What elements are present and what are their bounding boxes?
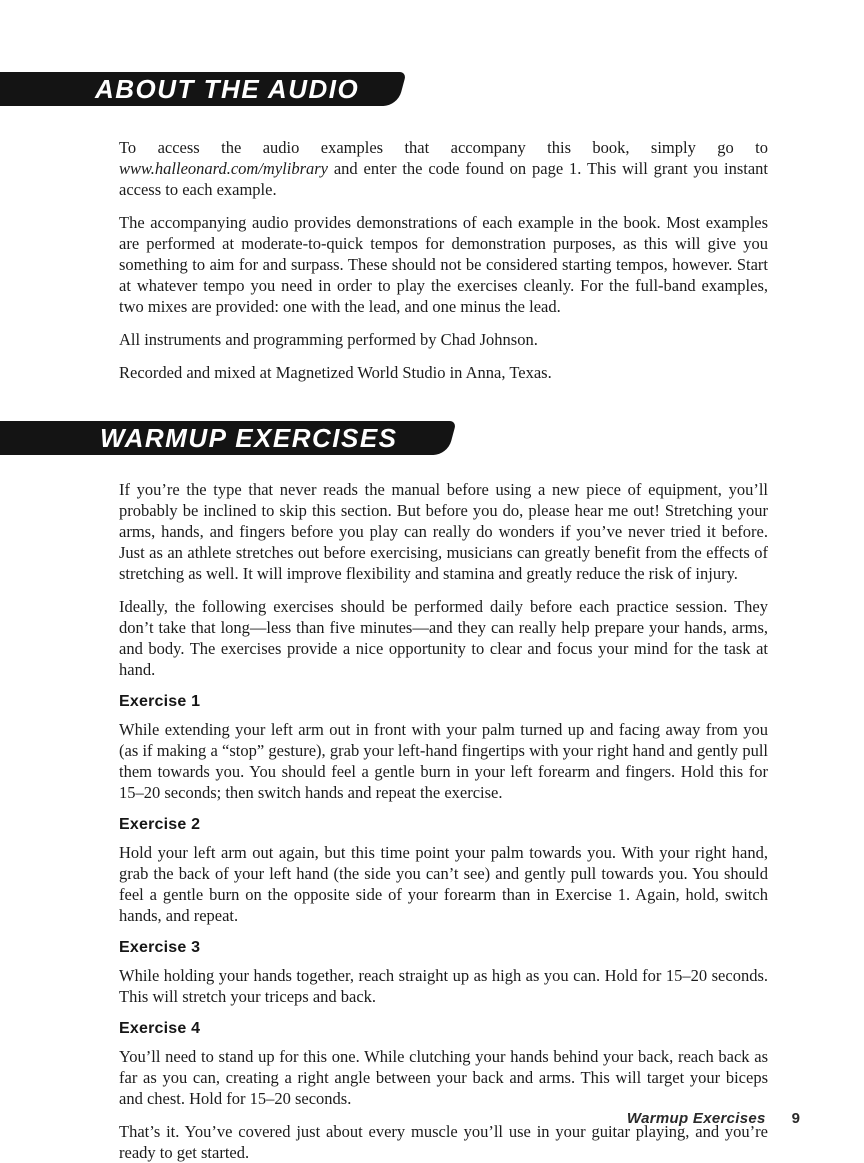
section-title: WARMUP EXERCISES (100, 423, 398, 453)
warmup-exercises-content (119, 479, 768, 1163)
section-banner-warmup-exercises (0, 421, 864, 455)
paragraph-credits-studio: Recorded and mixed at Magnetized World Studio in Anna, Texas. (119, 363, 552, 382)
paragraph-text: To access the audio examples that accompany this book, simply go to (119, 138, 768, 157)
website-url-text: www.halleonard.com/mylibrary (119, 159, 328, 178)
exercise-3-heading: Exercise 3 (119, 939, 201, 956)
paragraph-audio-description: The accompanying audio provides demonstrations of each example in the book. Most examples are performed at moderate-to-quick tempos for demonstration purposes, as this will give you something to aim for and surpass. These should not be considered starting tempos, however. Start at whatever tempo you need in order to play the exercises cleanly. For the full-band examples, two mixes are provided: one with the lead, and one minus the lead. (119, 213, 768, 316)
exercise-4-heading: Exercise 4 (119, 1020, 201, 1037)
exercise-2-heading: Exercise 2 (119, 816, 201, 833)
section-title: ABOUT THE AUDIO (95, 74, 360, 104)
paragraph-credits-performer: All instruments and programming performed by Chad Johnson. (119, 330, 538, 349)
paragraph-warmup-intro: If you’re the type that never reads the manual before using a new piece of equipment, you’ll probably be inclined to skip this section. But before you do, please hear me out! Stretching your arms, hands, and fingers before you play can really do wonders if you’ve never tried it before. Just as an athlete stretches out before exercising, musicians can greatly benefit from the effects of stretching as well. It will improve flexibility and stamina and greatly reduce the risk of injury. (119, 480, 768, 583)
paragraph-audio-access (119, 137, 768, 200)
paragraph-text: and enter the code found on page 1. This will grant you instant access to each example. (119, 159, 768, 199)
page-footer (627, 1110, 800, 1127)
section-banner-about-the-audio (0, 72, 864, 106)
exercise-1-body: While extending your left arm out in front with your palm turned up and facing away from you (as if making a “stop” gesture), grab your left-hand fingertips with your right hand and gently pull them towards you. You should feel a gentle burn in your left forearm and fingers. Hold this for 15–20 seconds; then switch hands and repeat the exercise. (119, 720, 768, 802)
about-the-audio-content (119, 137, 768, 383)
exercise-3-body: While holding your hands together, reach straight up as high as you can. Hold for 15–20 seconds. This will stretch your triceps and back. (119, 966, 768, 1006)
exercise-1-heading: Exercise 1 (119, 693, 201, 710)
exercise-4-body: You’ll need to stand up for this one. While clutching your hands behind your back, reach back as far as you can, creating a right angle between your back and arms. This will target your biceps and chest. Hold for 15–20 seconds. (119, 1047, 768, 1108)
paragraph-warmup-routine: Ideally, the following exercises should be performed daily before each practice session. They don’t take that long—less than five minutes—and they can really help prepare your hands, arms, and body. The exercises provide a nice opportunity to clear and focus your mind for the task at hand. (119, 597, 768, 679)
footer-section-title: Warmup Exercises (626, 1110, 766, 1127)
exercise-2-body: Hold your left arm out again, but this time point your palm towards you. With your right hand, grab the back of your left hand (the side you can’t see) and gently pull towards you. You should feel a gentle burn on the opposite side of your forearm than in Exercise 1. Again, hold, switch hands, and repeat. (119, 843, 768, 925)
paragraph-warmup-outro: That’s it. You’ve covered just about every muscle you’ll use in your guitar playing, and you’re ready to get started. (119, 1122, 768, 1162)
page-number: 9 (791, 1110, 800, 1127)
